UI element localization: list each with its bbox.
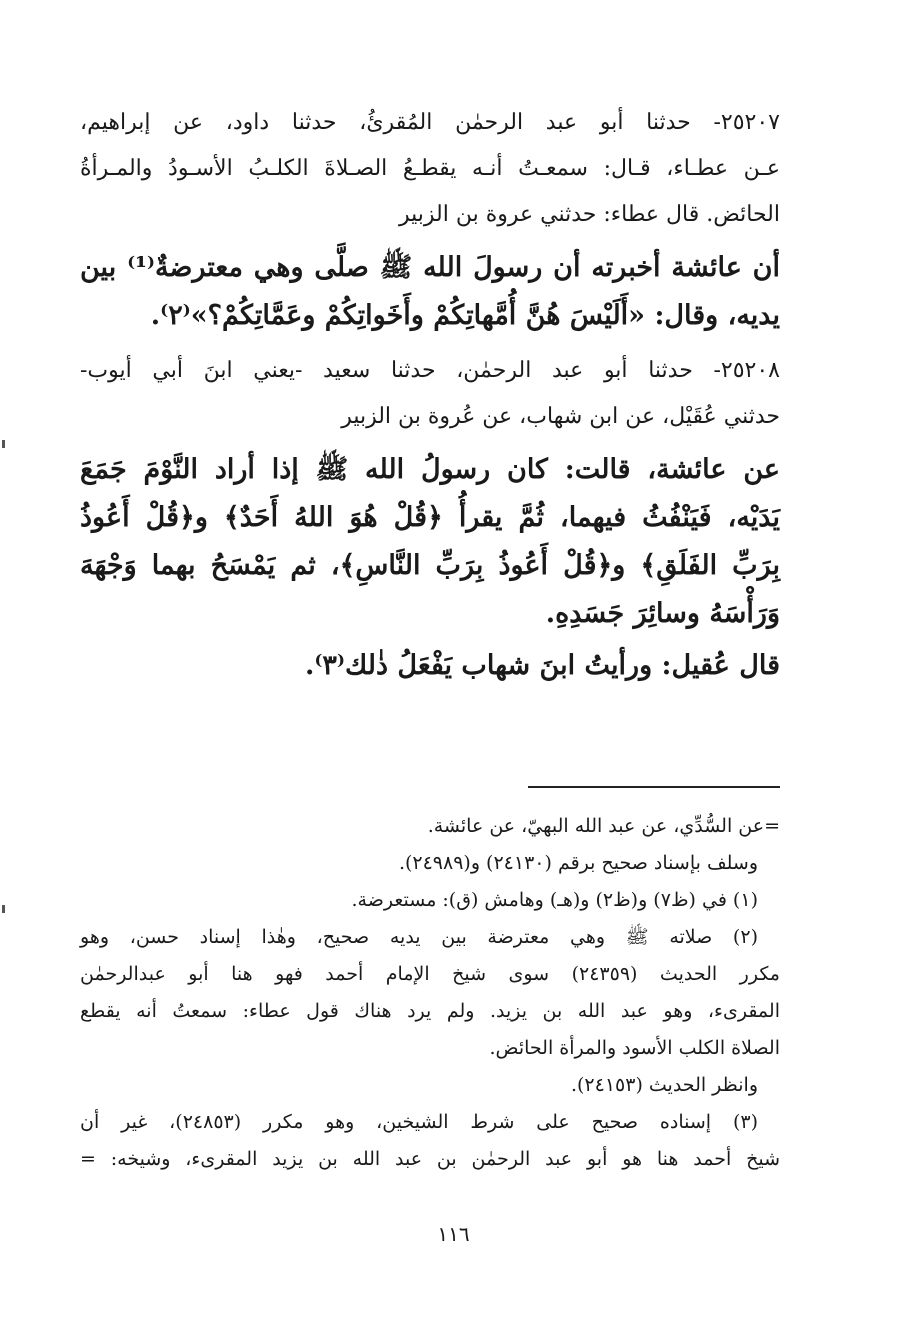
hadith-25207-isnad bbox=[80, 100, 780, 238]
footnote-2-line: (٢) صلاته ﷺ وهي معترضة بين يديه صحيح، وهٰذا إسناد حسن، وهو bbox=[80, 926, 758, 948]
hadith-25208-isnad bbox=[80, 348, 780, 440]
footnote-3-line: (٣) إسناده صحيح على شرط الشيخين، وهو مكرر (٢٤٨٥٣)، غير أن bbox=[80, 1111, 758, 1133]
footnote-see: وانظر الحديث (٢٤١٥٣). bbox=[570, 1074, 758, 1096]
aqil-statement: قال عُقيل: ورأيتُ ابنَ شهاب يَفْعَلُ ذٰلك⁽٣⁾. bbox=[304, 650, 780, 681]
isnad-line: حدثني عُقَيْل، عن ابن شهاب، عن عُروة بن الزبير bbox=[341, 404, 780, 429]
matn-line: يَدَيْه، فَيَنْفُثُ فيهما، ثُمَّ يقرأُ ﴿قُلْ هُوَ اللهُ أَحَدٌ﴾ و﴿قُلْ أَعُوذُ bbox=[80, 502, 780, 533]
page-number: ١١٦ bbox=[437, 1222, 470, 1246]
isnad-line: ٢٥٢٠٨- حدثنا أبو عبد الرحمٰن، حدثنا سعيد -يعني ابنَ أبي أيوب- bbox=[80, 358, 780, 383]
hadith-25207-matn bbox=[80, 244, 780, 340]
footnote-2-line: المقرىء، وهو عبد الله بن يزيد. ولم يرد هناك قول عطاء: سمعتُ أنه يقطع bbox=[80, 1000, 780, 1022]
matn-line: عن عائشة، قالت: كان رسولُ الله ﷺ إذا أراد النَّوْمَ جَمَعَ bbox=[80, 454, 780, 485]
matn-line: يديه، وقال: «أَلَيْسَ هُنَّ أُمَّهاتِكُمْ وأَخَواتِكُمْ وعَمَّاتِكُمْ؟»⁽٢⁾. bbox=[150, 300, 780, 331]
main-text bbox=[80, 100, 780, 698]
footnotes bbox=[80, 808, 780, 1178]
footnote-3-line: شيخ أحمد هنا هو أبو عبد الرحمٰن بن عبد الله بن يزيد المقرىء، وشيخه: = bbox=[80, 1148, 780, 1170]
hadith-25208-matn bbox=[80, 446, 780, 690]
matn-line: أن عائشة أخبرته أن رسولَ الله ﷺ صلَّى وهي معترضةٌ⁽¹⁾ بين bbox=[80, 252, 780, 283]
footnote-salaf: وسلف بإسناد صحيح برقم (٢٤١٣٠) و(٢٤٩٨٩). bbox=[398, 852, 758, 874]
footnote-2-line: الصلاة الكلب الأسود والمرأة الحائض. bbox=[489, 1037, 780, 1059]
margin-mark bbox=[2, 905, 5, 913]
footnote-1: (١) في (ظ٧) و(ظ٢) و(هـ) وهامش (ق): مستعرضة. bbox=[351, 889, 758, 911]
isnad-line: الحائض. قال عطاء: حدثني عروة بن الزبير bbox=[399, 202, 780, 227]
footnote-carry: =عن السُّدِّي، عن عبد الله البهيّ، عن عائشة. bbox=[427, 815, 780, 837]
margin-mark bbox=[2, 440, 5, 448]
isnad-line: ٢٥٢٠٧- حدثنا أبو عبد الرحمٰن المُقرئُ، حدثنا داود، عن إبراهيم، bbox=[80, 110, 780, 135]
footnote-divider bbox=[528, 786, 780, 788]
matn-line: وَرَأْسَهُ وسائِرَ جَسَدِهِ. bbox=[545, 598, 780, 629]
matn-line: بِرَبِّ الفَلَقِ﴾ و﴿قُلْ أَعُوذُ بِرَبِّ النَّاسِ﴾، ثم يَمْسَحُ بهما وَجْهَهَ bbox=[80, 550, 780, 581]
isnad-line: عـن عطـاء، قـال: سمعـتُ أنـه يقطـعُ الصـلاةَ الكلـبُ الأسـودُ والمـرأةُ bbox=[80, 156, 780, 181]
footnote-2-line: مكرر الحديث (٢٤٣٥٩) سوى شيخ الإمام أحمد فهو هنا أبو عبدالرحمٰن bbox=[80, 963, 780, 985]
